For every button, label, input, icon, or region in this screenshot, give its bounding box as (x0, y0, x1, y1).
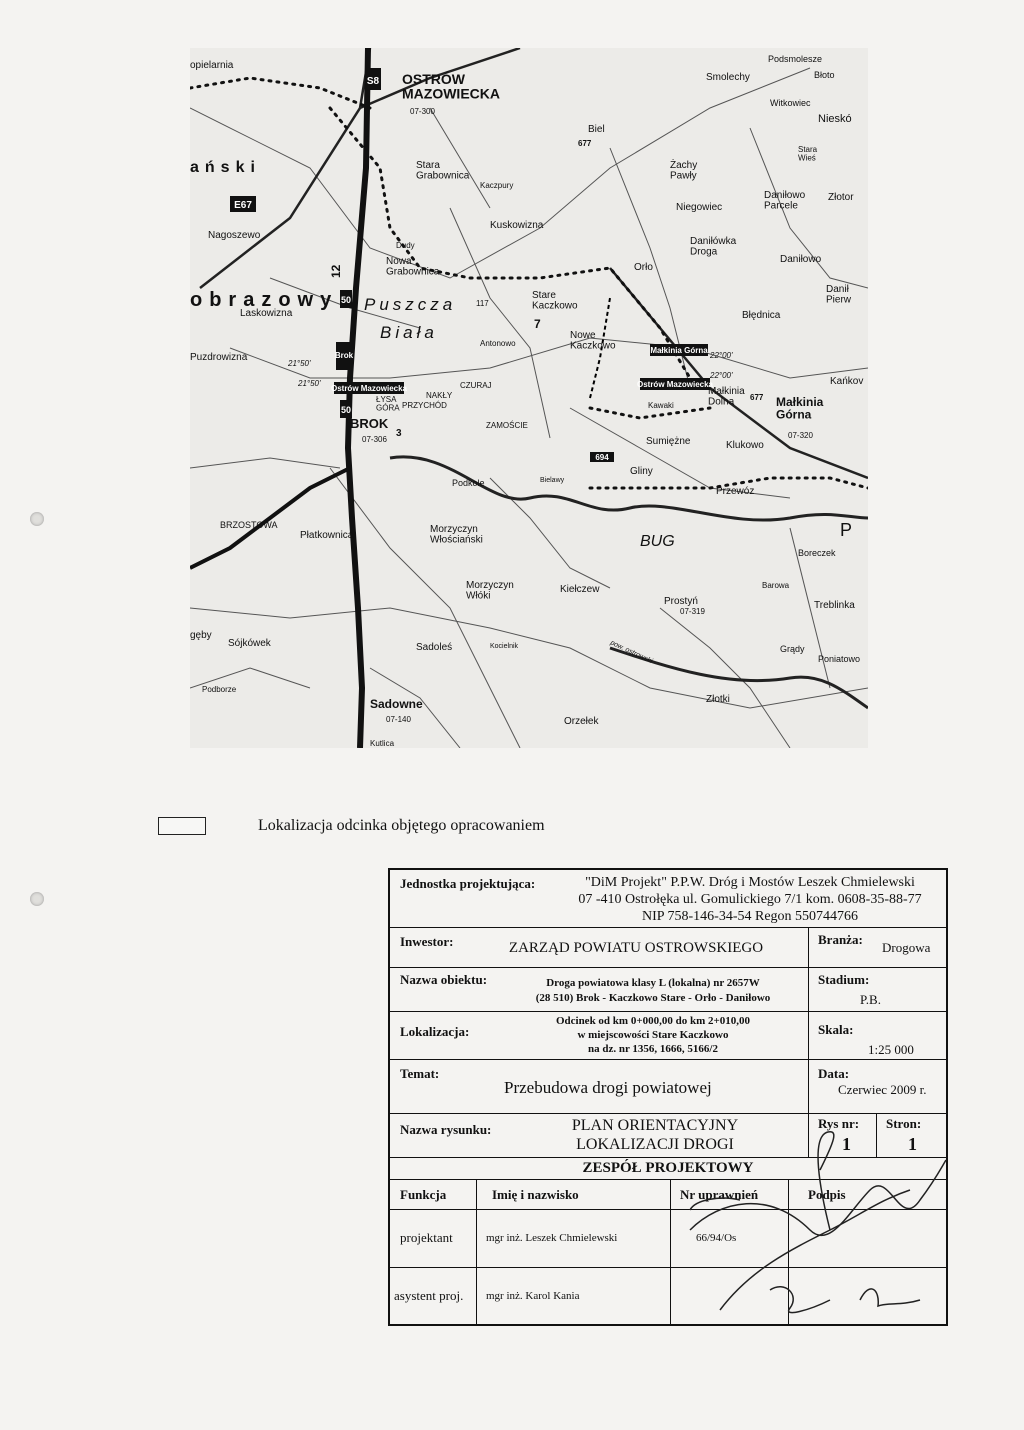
label-sumiezne: Sumiężne (646, 436, 691, 447)
label-2200b: 22°00' (710, 371, 733, 380)
label-geby: gęby (190, 630, 212, 641)
label-ostrow-code: 07-300 (410, 107, 435, 116)
label-orlo: Orło (634, 262, 653, 273)
label-klukowo: Klukowo (726, 440, 764, 451)
jednostka-line-2: 07 -410 Ostrołęka ul. Gomulickiego 7/1 kom. 0608-35-88-77 (578, 892, 922, 907)
label-malkinia-gorna: Małkinia Górna (776, 395, 824, 422)
label-danil-pierw: Danił Pierw (826, 284, 852, 306)
ostrow-rail-box: Ostrów Mazowiecka (330, 384, 408, 393)
label-puszcza: Puszcza (364, 295, 457, 314)
label-2150a: 21°50' (288, 359, 311, 368)
label-puzdrowizna: Puzdrowizna (190, 352, 248, 363)
label-road-7: 7 (534, 317, 541, 331)
label-nakly: NAKŁY (426, 391, 453, 400)
label-2150b: 21°50' (298, 379, 321, 388)
label-zascie: ZAMOŚCIE (486, 421, 528, 430)
label-morzyczyn-wloscianski: Morzyczyn Włościański (430, 524, 483, 546)
jednostka-line-3: NIP 758-146-34-54 Regon 550744766 (641, 909, 859, 924)
label-stare-kaczkowo: Stare Kaczkowo (532, 290, 578, 312)
inwestor-value: ZARZĄD POWIATU OSTROWSKIEGO (508, 940, 764, 956)
row2-imie: mgr inż. Karol Kania (486, 1290, 580, 1302)
label-dudy: Dudy (396, 241, 415, 250)
row-obiekt (390, 968, 946, 1012)
label-biala: Biała (380, 323, 438, 342)
inwestor-label: Inwestor: (400, 934, 454, 949)
label-laskowizna: Laskowizna (240, 308, 293, 319)
row-temat (390, 1060, 946, 1114)
label-antonowo: Antonowo (480, 339, 516, 348)
label-prostyn-code: 07-319 (680, 607, 705, 616)
label-nagoszewo: Nagoszewo (208, 230, 261, 241)
legend-text: Lokalizacja odcinka objętego opracowaniem (258, 817, 545, 834)
title-block (388, 868, 948, 1326)
col-podpis: Podpis (808, 1187, 846, 1202)
label-sadoles: Sadoleś (416, 642, 453, 653)
label-brzostowa: BRZOSTOWA (220, 520, 278, 530)
label-danilowka-droga: Daniłówka Droga (690, 236, 737, 258)
label-treblinka: Treblinka (814, 600, 855, 611)
malkinia-rail-box: Małkinia Górna (650, 346, 708, 355)
label-kaczpury: Kaczpury (480, 181, 514, 190)
row-jednostka (390, 870, 946, 928)
location-map (190, 48, 868, 748)
label-grady: Grądy (780, 644, 805, 654)
col-imie: Imię i nazwisko (492, 1187, 579, 1202)
rys-nr-value: 1 (842, 1134, 851, 1154)
label-malkinia-code: 07-320 (788, 431, 813, 440)
branza-label: Branża: (818, 932, 863, 947)
label-boreczek: Boreczek (798, 548, 836, 558)
label-2200a: 22°00' (710, 351, 733, 360)
label-opielarnia: opielarnia (190, 60, 234, 71)
obiekt-line-2: (28 510) Brok - Kaczkowo Stare - Orło - Daniłowo (535, 992, 771, 1004)
obiekt-line-1: Droga powiatowa klasy L (lokalna) nr 2657W (546, 977, 760, 989)
row-lokalizacja (390, 1012, 946, 1060)
label-gliny: Gliny (630, 466, 653, 477)
lokalizacja-line-1: Odcinek od km 0+000,00 do km 2+010,00 (555, 1015, 751, 1027)
label-zlotki: Złotki (706, 694, 730, 705)
brok-rail-box: Brok (334, 351, 354, 360)
road-694: 694 (595, 453, 609, 462)
label-pow-ostrowski: pow. ostrowski (609, 639, 654, 666)
label-przychod: PRZYCHÓD (402, 401, 447, 410)
rysunek-value (520, 1116, 790, 1154)
label-zolo: Złotor (828, 192, 854, 203)
row2-funkcja: asystent proj. (394, 1288, 464, 1303)
label-malkinia-dolna: Małkinia Dolna (708, 386, 745, 408)
label-bug: BUG (640, 533, 675, 550)
branza-value: Drogowa (882, 940, 931, 955)
label-brok: BROK (350, 416, 389, 431)
label-bladnica: Błędnica (742, 310, 781, 321)
label-obrazowy: obrazowy (190, 289, 339, 311)
label-nowe-kaczkowo: Nowe Kaczkowo (570, 330, 616, 352)
road-50-b: 50 (340, 405, 352, 415)
label-kanko: Kańkov (830, 376, 864, 387)
label-smolechy: Smolechy (706, 72, 750, 83)
road-50-a: 50 (340, 295, 352, 305)
stadium-value: P.B. (860, 992, 881, 1007)
label-poniatowo: Poniatowo (818, 654, 861, 664)
label-kutlica: Kutlica (370, 739, 395, 748)
row-inwestor (390, 928, 946, 968)
label-kielczew: Kiełczew (560, 584, 600, 595)
rysunek-line-1: PLAN ORIENTACYJNY (571, 1117, 739, 1134)
label-3: 3 (396, 428, 402, 439)
label-lysa-gora: ŁYSA GÓRA (376, 395, 400, 413)
label-kocielnik: Kocielnik (490, 643, 519, 650)
col-nr: Nr uprawnień (680, 1187, 759, 1202)
rysunek-label: Nazwa rysunku: (400, 1122, 492, 1137)
obiekt-label: Nazwa obiektu: (400, 972, 488, 987)
label-bloto: Błoto (814, 70, 835, 80)
jednostka-value (560, 874, 940, 925)
label-morzyczyn-wloki: Morzyczyn Włóki (466, 580, 514, 602)
label-bielawy: Bielawy (540, 477, 565, 484)
row-zespol (390, 1158, 946, 1180)
label-niegowiec: Niegowiec (676, 202, 723, 213)
label-brok-code: 07-306 (362, 435, 387, 444)
lokalizacja-line-3: na dz. nr 1356, 1666, 5166/2 (588, 1043, 718, 1055)
label-orzelek: Orzełek (564, 716, 599, 727)
label-biel: Biel (588, 124, 605, 135)
label-podsmolesze: Podsmolesze (768, 54, 823, 64)
label-sadowne: Sadowne (370, 697, 423, 711)
label-sadowne-code: 07-140 (386, 715, 411, 724)
col-funkcja: Funkcja (400, 1187, 447, 1202)
label-stara-grabownica: Stara Grabownica (416, 160, 470, 182)
label-podborze: Podborze (202, 685, 237, 694)
map-legend (158, 816, 545, 836)
label-niesko: Nieskó (818, 113, 852, 125)
jednostka-line-1: "DiM Projekt" P.P.W. Dróg i Mostów Leszek Chmielewski (585, 875, 915, 890)
row1-imie: mgr inż. Leszek Chmielewski (486, 1232, 618, 1244)
label-danilowo-parcele: Daniłowo Parcele (764, 190, 806, 212)
ostrow-rail-box-2: Ostrów Mazowiecka (636, 380, 714, 389)
lokalizacja-value (508, 1014, 798, 1056)
row1-nr: 66/94/Os (696, 1232, 737, 1244)
label-p: P (840, 520, 853, 540)
label-kuskowizna: Kuskowizna (490, 220, 544, 231)
road-e67: E67 (234, 200, 252, 211)
row1-funkcja: projektant (400, 1230, 453, 1245)
label-prostyn: Prostyń (664, 596, 698, 607)
label-danilowo: Daniłowo (780, 254, 822, 265)
road-s8: S8 (366, 76, 380, 87)
label-przewoz: Przewóz (716, 486, 755, 497)
skala-label: Skala: (818, 1022, 854, 1037)
rys-nr-label: Rys nr: (818, 1116, 860, 1131)
label-road-12: 12 (329, 264, 343, 278)
label-platkownica: Płatkownica (300, 530, 354, 541)
punch-hole (30, 892, 44, 906)
temat-label: Temat: (400, 1066, 440, 1081)
stadium-label: Stadium: (818, 972, 870, 987)
stron-label: Stron: (886, 1116, 922, 1131)
label-road-677: 677 (578, 139, 592, 148)
data-value: Czerwiec 2009 r. (838, 1082, 927, 1097)
lokalizacja-line-2: w miejscowości Stare Kaczkowo (577, 1029, 729, 1041)
lokalizacja-label: Lokalizacja: (400, 1024, 470, 1039)
stron-value: 1 (908, 1134, 917, 1154)
obiekt-value (508, 976, 798, 1006)
label-ansk: ański (190, 159, 261, 176)
punch-hole (30, 512, 44, 526)
label-117: 117 (476, 299, 489, 308)
rysunek-line-2: LOKALIZACJI DROGI (576, 1136, 734, 1153)
row-team-header (390, 1180, 946, 1210)
label-kawaki: Kawaki (648, 401, 674, 410)
jednostka-label: Jednostka projektująca: (400, 876, 536, 891)
label-ostrow: OSTRÓW MAZOWIECKA (402, 71, 500, 102)
label-zachy-pawly: Żachy Pawły (670, 160, 698, 182)
zespol-label: ZESPÓŁ PROJEKTOWY (582, 1160, 754, 1176)
data-label: Data: (818, 1066, 850, 1081)
label-road-677b: 677 (750, 393, 764, 402)
legend-swatch (158, 817, 206, 835)
label-witkowiec: Witkowiec (770, 98, 811, 108)
label-podkole: Podkole (452, 478, 485, 488)
label-stara-wies: Stara Wieś (798, 145, 818, 163)
label-sojkowek: Sójkówek (228, 638, 271, 649)
label-barowa: Barowa (762, 581, 790, 590)
row-rysunek (390, 1114, 946, 1158)
skala-value: 1:25 000 (868, 1042, 914, 1057)
label-nowa-grabownica: Nowa Grabownica (386, 256, 440, 278)
team-row-projektant (390, 1210, 946, 1268)
team-row-asystent (390, 1268, 946, 1324)
temat-value: Przebudowa drogi powiatowej (504, 1078, 712, 1097)
label-czuraj: CZURAJ (460, 381, 492, 390)
